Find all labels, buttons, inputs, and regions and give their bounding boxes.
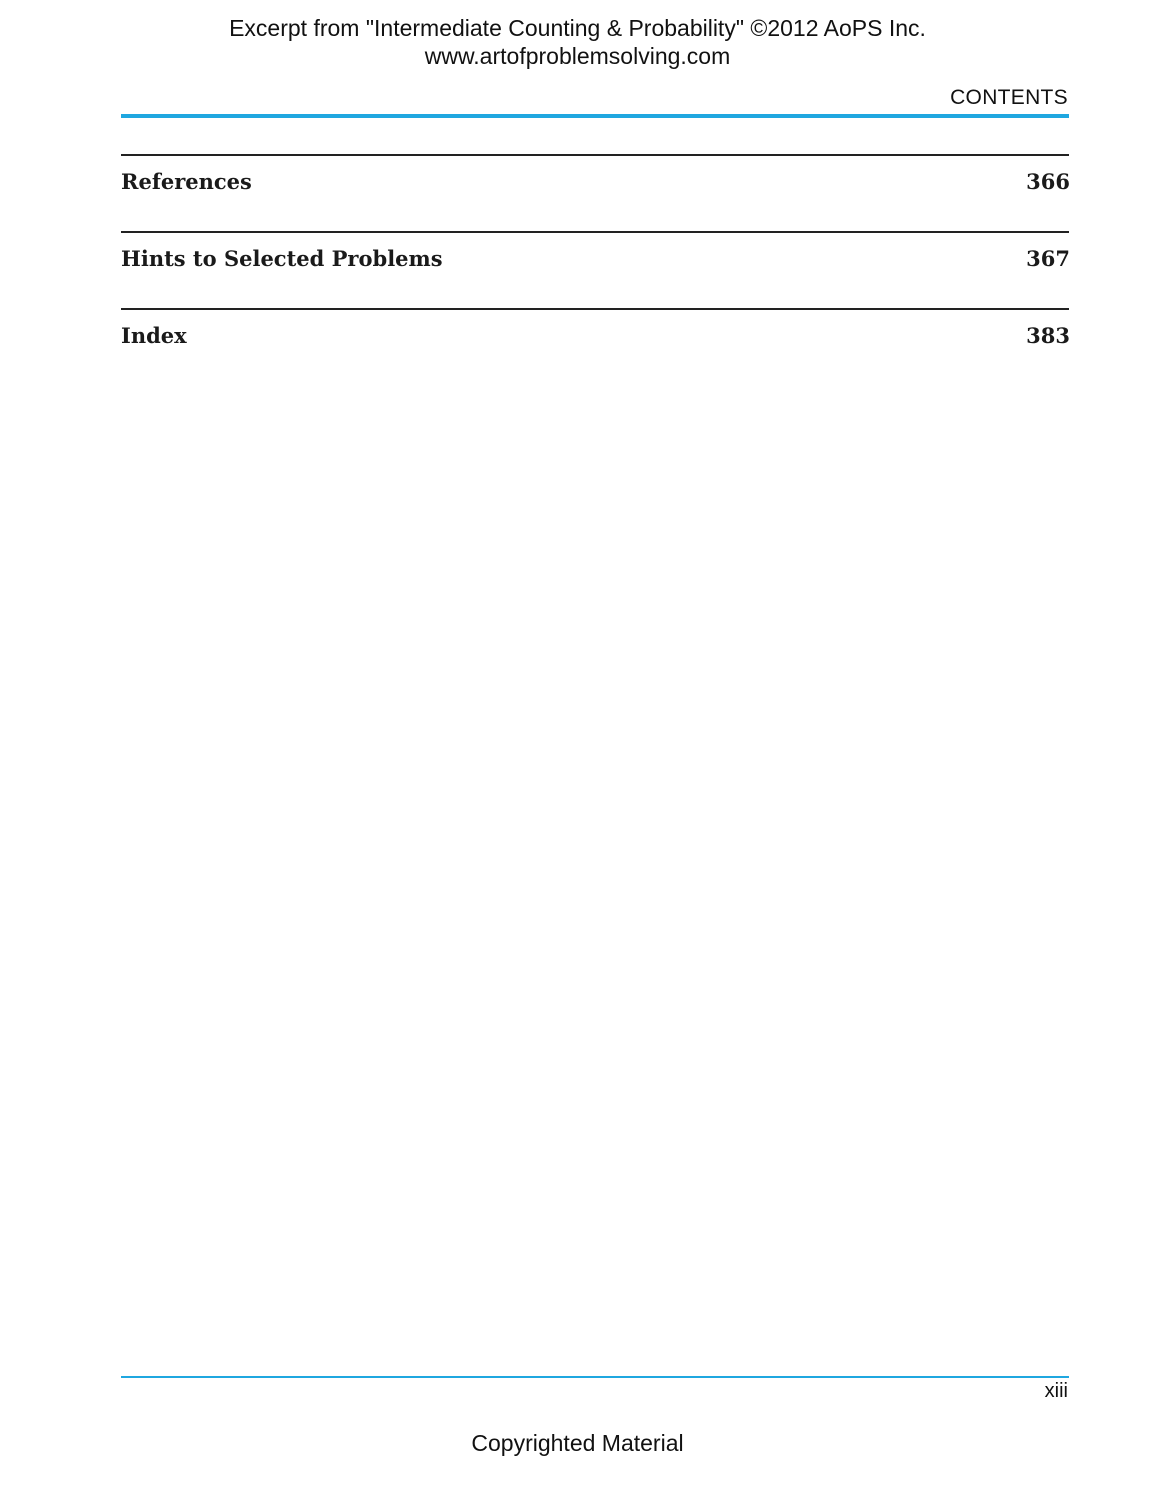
footer-rule: [121, 1376, 1069, 1378]
excerpt-notice: Excerpt from "Intermediate Counting & Probability" ©2012 AoPS Inc.: [229, 15, 926, 41]
toc-entry-title: Index: [121, 323, 187, 348]
toc-divider: [121, 231, 1069, 233]
toc-entry-title: References: [121, 169, 252, 194]
copyright-notice: Copyrighted Material: [471, 1430, 684, 1456]
toc-entry-hints: [121, 231, 1070, 308]
source-url: www.artofproblemsolving.com: [424, 43, 731, 69]
table-of-contents: [121, 154, 1070, 385]
toc-entry-page: 366: [1026, 169, 1070, 194]
header-rule: [121, 114, 1069, 118]
toc-divider: [121, 154, 1069, 156]
toc-entry-index: [121, 308, 1070, 385]
toc-entry-title: Hints to Selected Problems: [121, 246, 443, 271]
running-head: CONTENTS: [950, 86, 1068, 109]
toc-entry-references: [121, 154, 1070, 231]
toc-divider: [121, 308, 1069, 310]
toc-entry-page: 367: [1026, 246, 1070, 271]
page-number: xiii: [1044, 1380, 1068, 1402]
toc-entry-page: 383: [1026, 323, 1070, 348]
